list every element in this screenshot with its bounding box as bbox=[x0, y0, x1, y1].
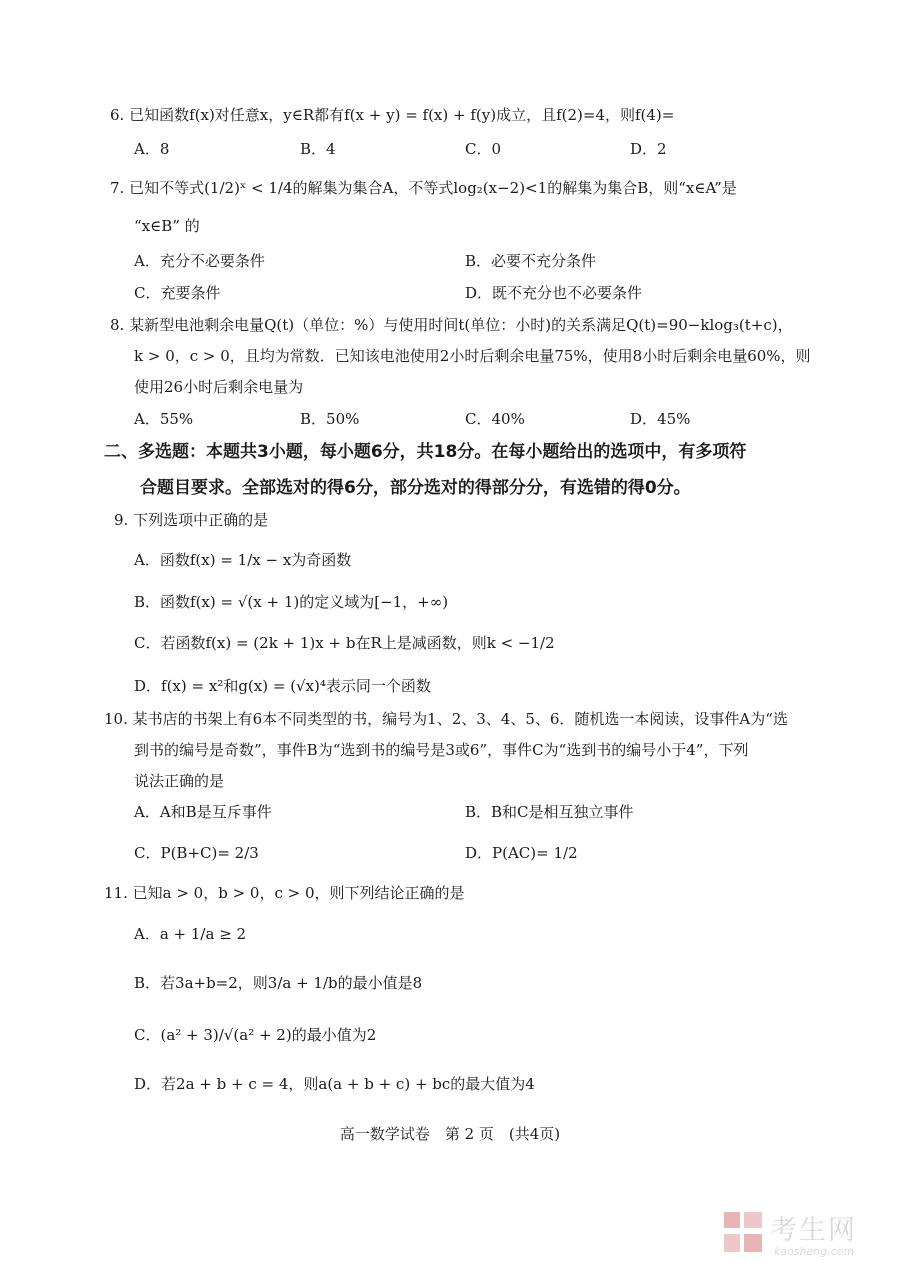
q6-option-d: D．2 bbox=[630, 140, 667, 158]
q10-option-b: B．B和C是相互独立事件 bbox=[465, 803, 634, 821]
q11-option-d: D．若2a + b + c = 4，则a(a + b + c) + bc的最大值为4 bbox=[134, 1075, 535, 1093]
q8-option-b: B．50% bbox=[300, 410, 360, 428]
q7-option-b: B．必要不充分条件 bbox=[465, 252, 597, 270]
q10-stem-line1: 10. 某书店的书架上有6本不同类型的书，编号为1、2、3、4、5、6．随机选一本阅读，设事件A为“选 bbox=[104, 710, 788, 728]
q7-option-c: C．充要条件 bbox=[134, 284, 221, 302]
q7-stem-line1: 7. 已知不等式(1/2)ˣ < 1/4的解集为集合A，不等式log₂(x−2)<1的解集为集合B，则“x∈A”是 bbox=[110, 179, 737, 197]
q11-option-a: A．a + 1/a ≥ 2 bbox=[134, 925, 247, 943]
q10-stem-line3: 说法正确的是 bbox=[134, 772, 225, 790]
q8-option-c: C．40% bbox=[465, 410, 525, 428]
watermark-url: kaosheng.com bbox=[774, 1245, 855, 1258]
kaosheng-logo-icon bbox=[722, 1210, 764, 1254]
q10-option-d: D．P(AC)= 1/2 bbox=[465, 844, 578, 862]
q7-option-a: A．充分不必要条件 bbox=[134, 252, 265, 270]
q9-option-c: C．若函数f(x) = (2k + 1)x + b在R上是减函数，则k < −1/2 bbox=[134, 634, 555, 652]
q6-stem: 6. 已知函数f(x)对任意x，y∈R都有f(x + y) = f(x) + f(y)成立，且f(2)=4，则f(4)= bbox=[110, 106, 675, 124]
q10-option-c: C．P(B+C)= 2/3 bbox=[134, 844, 259, 862]
q8-stem-line2: k > 0，c > 0，且均为常数．已知该电池使用2小时后剩余电量75%，使用8小时后剩余电量60%，则 bbox=[134, 347, 811, 365]
section2-heading-line1: 二、多选题：本题共3小题，每小题6分，共18分。在每小题给出的选项中，有多项符 bbox=[104, 442, 747, 462]
q8-option-d: D．45% bbox=[630, 410, 691, 428]
q8-stem-line1: 8. 某新型电池剩余电量Q(t)（单位：%）与使用时间t(单位：小时)的关系满足Q(t)=90−klog₃(t+c)， bbox=[110, 316, 793, 334]
section2-heading-line2: 合题目要求。全部选对的得6分，部分选对的得部分分，有选错的得0分。 bbox=[140, 478, 691, 498]
q8-option-a: A．55% bbox=[134, 410, 194, 428]
q11-option-b: B．若3a+b=2，则3/a + 1/b的最小值是8 bbox=[134, 974, 423, 992]
q9-option-d: D．f(x) = x²和g(x) = (√x)⁴表示同一个函数 bbox=[134, 677, 431, 695]
q10-option-a: A．A和B是互斥事件 bbox=[134, 803, 272, 821]
q6-option-a: A．8 bbox=[134, 140, 170, 158]
q11-stem: 11. 已知a > 0，b > 0，c > 0，则下列结论正确的是 bbox=[104, 884, 465, 902]
watermark-name: 考生网 bbox=[770, 1215, 857, 1246]
page-footer: 高一数学试卷 第 2 页 (共4页) bbox=[339, 1125, 561, 1143]
watermark bbox=[722, 1208, 882, 1264]
q6-option-b: B．4 bbox=[300, 140, 336, 158]
q8-stem-line3: 使用26小时后剩余电量为 bbox=[134, 378, 304, 396]
q9-option-a: A．函数f(x) = 1/x − x为奇函数 bbox=[134, 551, 352, 569]
q7-stem-line2: “x∈B” 的 bbox=[134, 217, 200, 235]
q11-option-c: C．(a² + 3)/√(a² + 2)的最小值为2 bbox=[134, 1026, 377, 1044]
q9-stem: 9. 下列选项中正确的是 bbox=[114, 511, 269, 529]
q10-stem-line2: 到书的编号是奇数”，事件B为“选到书的编号是3或6”，事件C为“选到书的编号小于4”，下列 bbox=[134, 741, 749, 759]
q7-option-d: D．既不充分也不必要条件 bbox=[465, 284, 643, 302]
q9-option-b: B．函数f(x) = √(x + 1)的定义域为[−1，+∞) bbox=[134, 593, 449, 611]
q6-option-c: C．0 bbox=[465, 140, 502, 158]
